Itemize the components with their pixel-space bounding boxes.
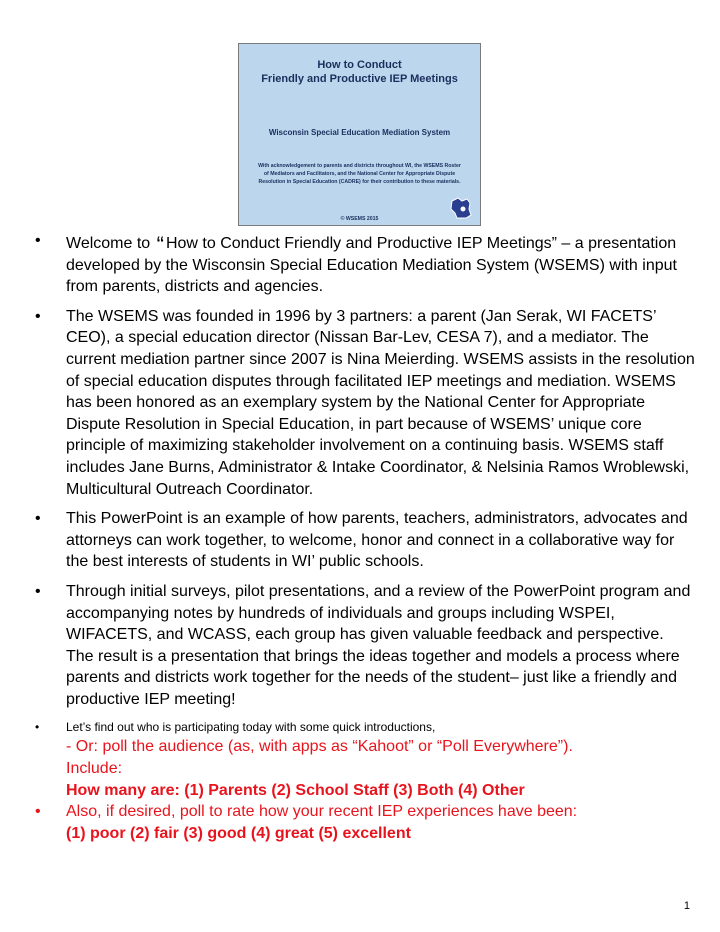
slide-title-line2: Friendly and Productive IEP Meetings — [261, 73, 458, 85]
list-item: • Let’s find out who is participating today with some quick introductions, - Or: poll the audience (as, with apps as “Kahoot” or “Poll Everywhere”). Include: How many are: (1) Parents (2) School Staff (3) Both (4) Other — [35, 720, 573, 799]
notes-body — [35, 230, 695, 852]
slide-copyright: © WSEMS 2015 — [340, 216, 379, 222]
wisconsin-map-icon — [448, 195, 474, 221]
list-item: • The WSEMS was founded in 1996 by 3 partners: a parent (Jan Serak, WI FACETS’ CEO), a special education director (Nissan Bar-Lev, CESA 7), and a mediator. The current mediation partner since 2007 is Nina Meierding. WSEMS assists in the resolution of special education disputes through facilitated IEP meetings and mediation. WSEMS has been honored as an exemplary system by the National Center for Appropriate Dispute Resolution in Special Education, in part because of WSEMS’ unique core principle of maximizing stakeholder involvement on a continuing basis. WSEMS staff includes Jane Burns, Administrator & Intake Coordinator, & Nelsinia Ramos Wroblewski, Multicultural Outreach Coordinator. — [35, 307, 695, 498]
page-number: 1 — [683, 900, 690, 912]
list-item: • Welcome to “ How to Conduct Friendly and Productive IEP Meetings” – a presentation developed by the Wisconsin Special Education Mediation System (WSEMS) with input from parents, districts and agencies. — [35, 232, 677, 296]
slide-thumbnail — [238, 43, 481, 226]
list-item: • This PowerPoint is an example of how parents, teachers, administrators, advocates and attorneys can work together, to welcome, honor and connect in a collaborative way for the best interests of students in WI’ public schools. — [35, 510, 688, 571]
slide-subtitle: Wisconsin Special Education Mediation System — [268, 128, 451, 137]
slide-acknowledgement: With acknowledgement to parents and districts throughout WI, the WSEMS Roster of Mediators and Facilitators, and the National Center for Appropriate Dispute Resolution in Special Education (CADRE) for their contribution to these materials. — [258, 163, 461, 185]
slide-title-line1: How to Conduct — [317, 59, 402, 71]
list-item: • Through initial surveys, pilot presentations, and a review of the PowerPoint program and accompanying notes by hundreds of individuals and groups including WSPEI, WIFACETS, and WCASS, each group has given valuable feedback and perspective. The result is a presentation that brings the ideas together and models a process where parents and districts work together for the needs of the student– just like a friendly and productive IEP meeting! — [35, 582, 691, 708]
list-item: • Also, if desired, poll to rate how your recent IEP experiences have been: (1) poor (2) fair (3) good (4) great (5) excellent — [35, 803, 578, 842]
